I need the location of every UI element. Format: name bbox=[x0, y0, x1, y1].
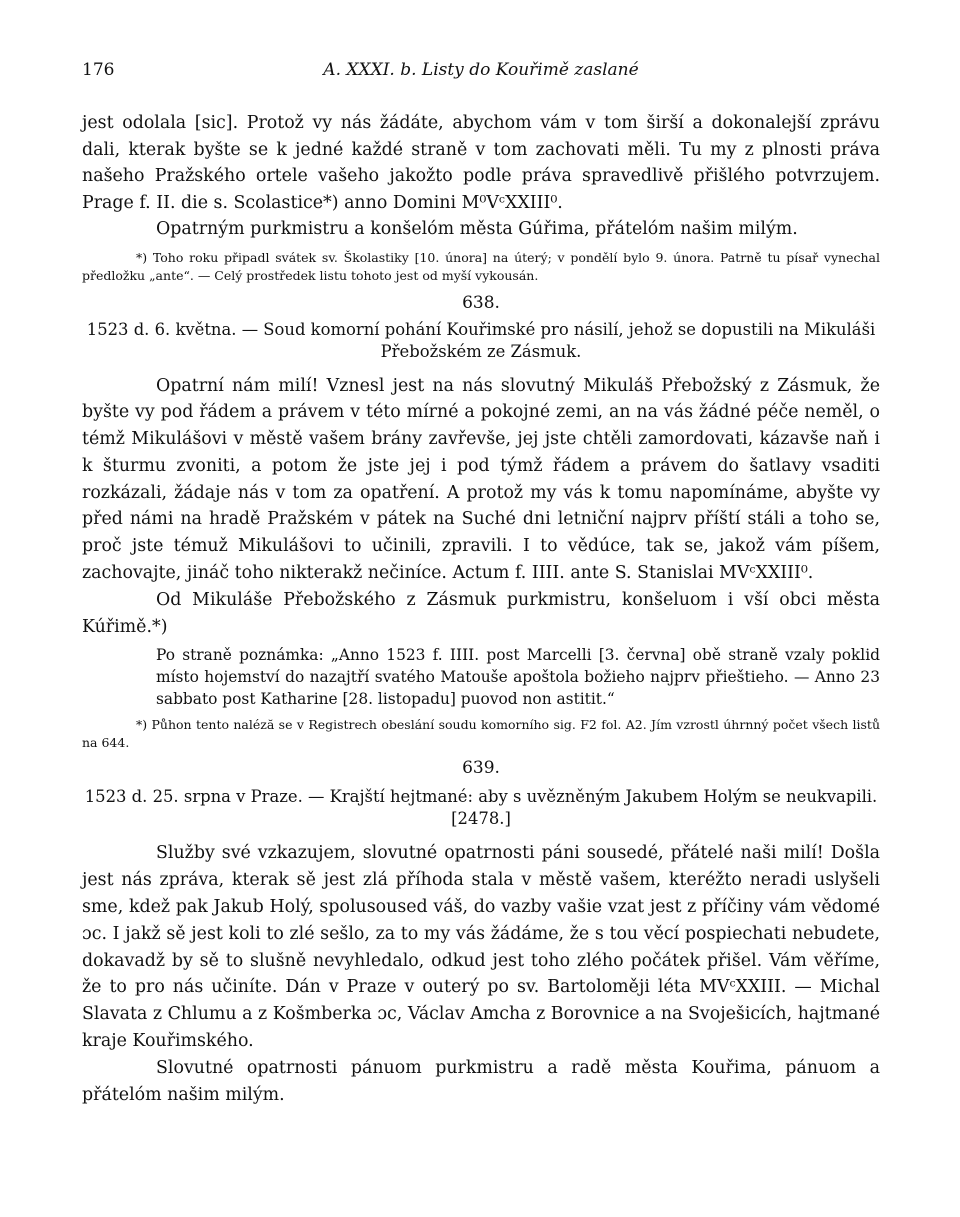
page-header bbox=[82, 60, 880, 86]
document-body: Služby své vzkazujem, slovutné opatrnosti páni sousedé, přátelé naši milí! Došla jest nás zpráva, kterak sě jest zlá příhoda stala v městě vašem, kteréžto neradi uslyšeli sme, kdež pak Jakub Holý, spolusoused váš, do vazby vašie vzat jest z příčiny vám vědomé ɔc. I jakž sě jest koli to zlé sešlo, za to my vás žádáme, že s tou věcí pospiechati nebudete, dokavadž by sě to slušně nevyhledalo, odkud jest toho zlého počátek přišel. Vám věříme, že to pro nás učiníte. Dán v Praze v outerý po sv. Bartoloměji léta MVᶜXXIII. — Michal Slavata z Chlumu a z Košmberka ɔc, Václav Amcha z Borovnice a na Svoješicích, hajtmané kraje Kouřimského. bbox=[82, 843, 880, 1052]
letter-address: Opatrným purkmistru a konšelóm města Gúřima, přátelóm našim milým. bbox=[156, 219, 798, 239]
document-number: 639. bbox=[462, 758, 500, 779]
heading-text: — Soud komorní pohání Kouřimské pro násilí, jehož se dopustili na Mikuláši Přebožském ze Zásmuk. bbox=[241, 319, 876, 361]
document-address: Od Mikuláše Přebožského z Zásmuk purkmistru, konšeluom i vší obci města Kúřimě.*) bbox=[82, 589, 880, 637]
heading-text: — Krajští hejtmané: aby s uvězněným Jakubem Holým se neukvapili. [2478.] bbox=[308, 787, 878, 829]
document-heading bbox=[82, 786, 880, 830]
heading-date: 1523 d. 6. května. bbox=[86, 319, 237, 339]
running-title: A. XXXI. b. Listy do Kouřimě zaslané bbox=[323, 60, 639, 80]
page-number: 176 bbox=[82, 60, 115, 80]
document-body: Opatrní nám milí! Vznesl jest na nás slovutný Mikuláš Přebožský z Zásmuk, že byšte vy pod řádem a právem v této mírné a pokojné zemi, an na vás žádné péče neměl, o témž Mikulášovi v městě vašem brány zavřevše, jej jste chtěli zamordovati, kázavše naň i k šturmu zvoniti, a potom že jste jej i pod týmž řádem a právem do šatlavy vsaditi rozkázali, žádaje nás v tom za opatření. A protož my vás k tomu napomínáme, abyšte vy před námi na hradě Pražském v pátek na Suché dni letniční najprv příští stáli a toho se, proč jste témuž Mikulášovi to učinili, zpravili. I to vědúce, tak se, jakož vám píšem, zachovajte, jináč toho nikterakž nečiníce. Actum f. IIII. ante S. Stanislai MVᶜXXIII⁰. bbox=[82, 375, 880, 584]
footnote: *) Půhon tento naléză se v Registrech obeslání soudu komorního sig. F2 fol. A2. Jím vzrostl úhrnný počet všech listů na 644. bbox=[82, 717, 880, 751]
heading-date: 1523 d. 25. srpna v Praze. bbox=[84, 787, 303, 807]
document-number: 638. bbox=[462, 292, 500, 313]
footnote: *) Toho roku připadl svátek sv. Školastiky [10. února] na úterý; v pondělí bylo 9. února. Patrně tu písař vynechal předložku „ante“. — Celý prostředek listu tohoto jest od myší vykousán. bbox=[82, 249, 880, 283]
document-heading bbox=[82, 319, 880, 363]
document-address: Slovutné opatrnosti pánuom purkmistru a radě města Kouřima, pánuom a přátelóm našim milým. bbox=[82, 1057, 880, 1105]
margin-note: Po straně poznámka: „Anno 1523 f. IIII. post Marcelli [3. června] obě straně vzaly poklid místo hojemství do nazajtří svatého Matouše apoštola božieho najprv přieštieho. — Anno 23 sabbato post Katharine [28. listopadu] puovod non astitit.“ bbox=[156, 646, 880, 709]
letter-continuation: jest odolala [sic]. Protož vy nás žádáte, abychom vám v tom širší a dokonalejší zprávu dali, kterak byšte se k jedné každé straně v tom zachovati měli. Tu my z plnosti práva našeho Pražského ortele vašeho jakožto podle práva spravedlivě přišlého potvrzujem. Prage f. II. die s. Scolastice*) anno Domini M⁰VᶜXXIII⁰. bbox=[82, 113, 880, 213]
document-page bbox=[82, 60, 880, 1108]
